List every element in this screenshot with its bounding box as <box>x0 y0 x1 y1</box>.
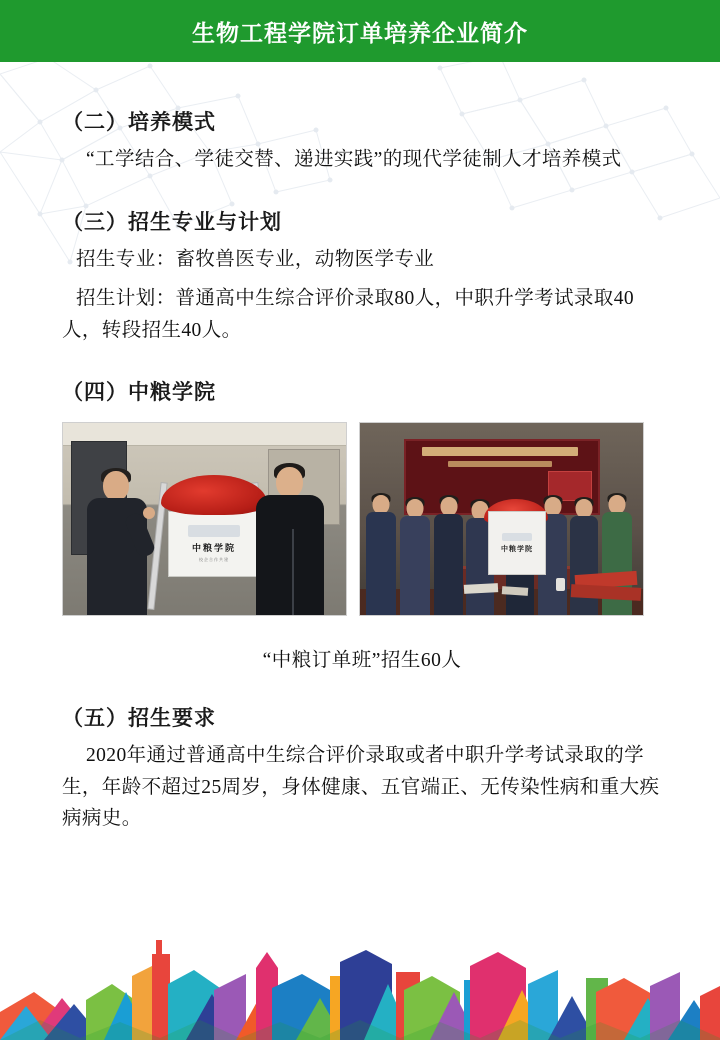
photo1-person-right-zipper <box>292 529 294 616</box>
section-heading-training-model: （二）培养模式 <box>62 110 216 134</box>
photo2-cup <box>556 578 565 591</box>
paragraph-admission-requirements: 2020年通过普通高中生综合评价录取或者中职升学考试录取的学生，年龄不超过25周岁，身体健康、五官端正、无传染性病和重大疾病病史。 <box>62 745 660 830</box>
photo-unveiling-ceremony <box>62 422 347 616</box>
photo2-person-body <box>570 516 598 615</box>
photo2-person <box>434 497 463 615</box>
photo1-person-left-head <box>103 471 129 501</box>
photo2-person-body <box>400 516 430 615</box>
paragraph-enrollment-plan: 招生计划：普通高中生综合评价录取80人，中职升学考试录取40人，转段招生40人。 <box>62 288 635 341</box>
photo1-plaque-name: 中粮学院 <box>191 543 236 554</box>
document-content <box>0 62 720 835</box>
photo2-backdrop-subtitle-bar <box>448 461 552 467</box>
city-skyline-decoration <box>0 880 720 1040</box>
section-heading-admission-requirements: （五）招生要求 <box>62 706 216 731</box>
photo1-plaque <box>168 511 260 577</box>
page-header-banner <box>0 0 720 62</box>
photo-gallery <box>62 422 662 616</box>
paragraph-training-model: “工学结合、学徒交替、递进实践”的现代学徒制人才培养模式 <box>86 149 622 170</box>
photo-caption: “中粮订单班”招生60人 <box>262 650 462 672</box>
photo1-person-left <box>85 471 151 615</box>
photo2-plaque-name: 中粮学院 <box>501 544 533 553</box>
photo2-backdrop-title-bar <box>422 447 578 456</box>
photo2-person <box>400 499 430 615</box>
photo1-plaque-subtext: 校企合作共建 <box>199 557 229 563</box>
section-heading-majors-plan: （三）招生专业与计划 <box>62 209 282 234</box>
page-title: 生物工程学院订单培养企业简介 <box>192 19 528 46</box>
photo2-plaque-logo-icon <box>502 533 532 541</box>
photo2-plaque <box>488 511 546 575</box>
paragraph-majors: 招生专业：畜牧兽医专业，动物医学专业 <box>76 248 435 270</box>
photo2-person <box>366 495 396 615</box>
photo1-person-right-body <box>256 495 324 615</box>
photo1-person-right-head <box>276 467 303 498</box>
photo-group-ceremony <box>359 422 644 616</box>
section-heading-cofco-college: （四）中粮学院 <box>62 380 216 405</box>
photo1-plaque-logo-icon <box>188 525 240 537</box>
photo1-person-right <box>252 467 328 615</box>
photo2-person-body <box>434 514 463 615</box>
photo2-person-body <box>366 512 396 615</box>
